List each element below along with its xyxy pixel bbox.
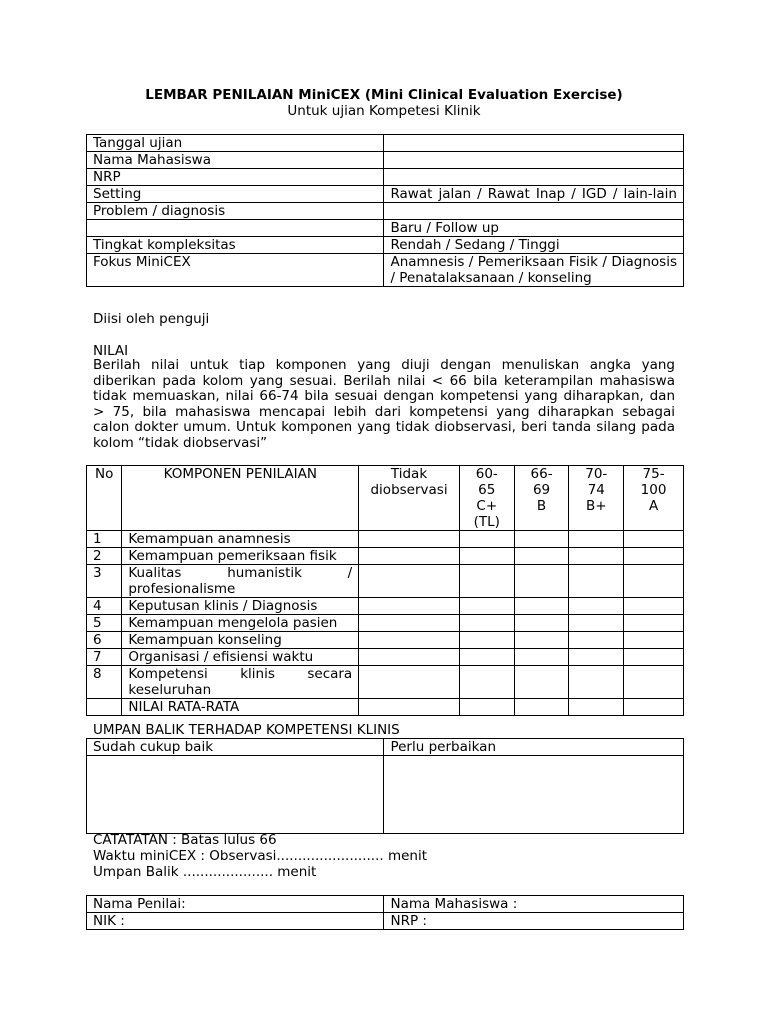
nilai-instructions: Berilah nilai untuk tiap komponen yang diuji dengan menuliskan angka yang diberikan pada kolom yang sesuai. Berilah nilai < 66 bila keterampilan mahasiswa tidak memuaskan, nilai 66-74 bila sesuai dengan kompetensi yang diharapkan, dan > 75, bila mahasiswa mencapai lebih dari kompetensi yang diharapkan sebagai calon dokter umum. Untuk komponen yang tidak diobservasi, beri tanda silang pada kolom “tidak diobservasi”: [93, 357, 675, 451]
score-cell[interactable]: [569, 615, 624, 632]
score-cell[interactable]: [359, 548, 460, 565]
identity-label: Tingkat kompleksitas: [87, 237, 384, 254]
row-component: Keputusan klinis / Diagnosis: [122, 598, 359, 615]
identity-setting-options[interactable]: Rawat jalan / Rawat Inap / IGD / lain-lain: [384, 186, 684, 203]
score-header-row: [87, 466, 684, 531]
feedback-good-field[interactable]: [87, 756, 384, 834]
score-cell[interactable]: [624, 598, 684, 615]
identity-row-name: [87, 152, 684, 169]
identity-row-diagnosis: [87, 203, 684, 220]
header-not-observed: Tidak diobservasi: [359, 466, 460, 531]
row-number: [87, 699, 122, 716]
feedback-heading: UMPAN BALIK TERHADAP KOMPETENSI KLINIS: [93, 722, 400, 738]
score-cell[interactable]: [624, 699, 684, 716]
identity-date-field[interactable]: [384, 135, 684, 152]
header-no: No: [87, 466, 122, 531]
examiner-note: Diisi oleh penguji: [93, 311, 210, 327]
average-label: NILAI RATA-RATA: [122, 699, 359, 716]
notes-feedback-time: Umpan Balik ..................... menit: [93, 864, 317, 880]
row-component: Kompetensi klinis secara keseluruhan: [122, 666, 359, 699]
header-b: 66-69 B: [514, 466, 569, 531]
score-cell[interactable]: [459, 548, 514, 565]
row-component: Kemampuan anamnesis: [122, 531, 359, 548]
row-component: Kemampuan konseling: [122, 632, 359, 649]
identity-table: [86, 134, 684, 287]
identity-row-setting: [87, 186, 684, 203]
score-cell[interactable]: [624, 649, 684, 666]
row-number: 3: [87, 565, 122, 598]
header-b-plus: 70-74 B+: [569, 466, 624, 531]
row-number: 6: [87, 632, 122, 649]
score-cell[interactable]: [569, 699, 624, 716]
identity-focus-options[interactable]: Anamnesis / Pemeriksaan Fisik / Diagnosis / Penatalaksanaan / konseling: [384, 254, 684, 287]
score-cell[interactable]: [569, 649, 624, 666]
student-name-field[interactable]: Nama Mahasiswa :: [384, 896, 684, 913]
score-cell[interactable]: [624, 531, 684, 548]
notes-pass-mark: CATATATAN : Batas lulus 66: [93, 832, 277, 848]
identity-row-focus: [87, 254, 684, 287]
identity-label: Setting: [87, 186, 384, 203]
score-cell[interactable]: [359, 666, 460, 699]
score-cell[interactable]: [359, 632, 460, 649]
nrp-field[interactable]: NRP :: [384, 913, 684, 930]
identity-complexity-options[interactable]: Rendah / Sedang / Tinggi: [384, 237, 684, 254]
table-row: [87, 615, 684, 632]
identity-label: [87, 220, 384, 237]
row-component: Kemampuan mengelola pasien: [122, 615, 359, 632]
row-number: 1: [87, 531, 122, 548]
table-row: [87, 632, 684, 649]
table-row: [87, 531, 684, 548]
row-component: Organisasi / efisiensi waktu: [122, 649, 359, 666]
score-cell[interactable]: [459, 632, 514, 649]
row-number: 4: [87, 598, 122, 615]
score-cell[interactable]: [459, 565, 514, 598]
row-component: Kemampuan pemeriksaan fisik: [122, 548, 359, 565]
nilai-heading: NILAI: [93, 343, 129, 359]
row-component: Kualitas humanistik / profesionalisme: [122, 565, 359, 598]
score-cell[interactable]: [459, 531, 514, 548]
score-cell[interactable]: [624, 666, 684, 699]
notes-observation-time: Waktu miniCEX : Observasi......................... menit: [93, 848, 428, 864]
score-table: [86, 465, 684, 716]
identity-label: Problem / diagnosis: [87, 203, 384, 220]
identity-row-date: [87, 135, 684, 152]
average-row: [87, 699, 684, 716]
score-cell[interactable]: [514, 598, 569, 615]
score-cell[interactable]: [624, 632, 684, 649]
header-a: 75-100 A: [624, 466, 684, 531]
score-cell[interactable]: [459, 615, 514, 632]
identity-label: Nama Mahasiswa: [87, 152, 384, 169]
score-cell[interactable]: [514, 649, 569, 666]
form-subtitle: Untuk ujian Kompetesi Klinik: [287, 103, 481, 119]
table-row: [87, 666, 684, 699]
score-cell[interactable]: [624, 615, 684, 632]
score-cell[interactable]: [514, 531, 569, 548]
score-cell[interactable]: [624, 548, 684, 565]
identity-nrp-field[interactable]: [384, 169, 684, 186]
score-cell[interactable]: [359, 598, 460, 615]
score-cell[interactable]: [514, 666, 569, 699]
score-cell[interactable]: [569, 531, 624, 548]
nik-field[interactable]: NIK :: [87, 913, 384, 930]
form-title: LEMBAR PENILAIAN MiniCEX (Mini Clinical Evaluation Exercise): [145, 87, 623, 103]
score-cell[interactable]: [514, 632, 569, 649]
score-cell[interactable]: [514, 699, 569, 716]
score-cell[interactable]: [514, 615, 569, 632]
identity-row-complexity: [87, 237, 684, 254]
score-cell[interactable]: [459, 598, 514, 615]
feedback-good-label: Sudah cukup baik: [87, 739, 384, 756]
table-row: [87, 565, 684, 598]
row-number: 8: [87, 666, 122, 699]
identity-row-nrp: [87, 169, 684, 186]
assessor-name-field[interactable]: Nama Penilai:: [87, 896, 384, 913]
signature-table: [86, 895, 684, 930]
row-number: 7: [87, 649, 122, 666]
score-cell[interactable]: [359, 615, 460, 632]
identity-label: Tanggal ujian: [87, 135, 384, 152]
score-cell[interactable]: [569, 598, 624, 615]
identity-label: Fokus MiniCEX: [87, 254, 384, 287]
score-cell[interactable]: [359, 649, 460, 666]
header-c-plus: 60-65 C+ (TL): [459, 466, 514, 531]
score-cell[interactable]: [359, 699, 460, 716]
feedback-table: [86, 738, 684, 834]
identity-diagnosis-field[interactable]: [384, 203, 684, 220]
score-cell[interactable]: [459, 666, 514, 699]
header-component: KOMPONEN PENILAIAN: [122, 466, 359, 531]
table-row: [87, 649, 684, 666]
identity-row-followup: [87, 220, 684, 237]
feedback-improve-label: Perlu perbaikan: [384, 739, 684, 756]
score-cell[interactable]: [359, 531, 460, 548]
score-cell[interactable]: [514, 548, 569, 565]
score-cell[interactable]: [359, 565, 460, 598]
identity-name-field[interactable]: [384, 152, 684, 169]
row-number: 5: [87, 615, 122, 632]
table-row: [87, 598, 684, 615]
feedback-improve-field[interactable]: [384, 756, 684, 834]
score-cell[interactable]: [569, 548, 624, 565]
identity-label: NRP: [87, 169, 384, 186]
row-number: 2: [87, 548, 122, 565]
score-cell[interactable]: [569, 565, 624, 598]
identity-followup-options[interactable]: Baru / Follow up: [384, 220, 684, 237]
table-row: [87, 548, 684, 565]
score-cell[interactable]: [459, 699, 514, 716]
score-cell[interactable]: [569, 666, 624, 699]
score-cell[interactable]: [514, 565, 569, 598]
score-cell[interactable]: [624, 565, 684, 598]
score-cell[interactable]: [459, 649, 514, 666]
score-cell[interactable]: [569, 632, 624, 649]
